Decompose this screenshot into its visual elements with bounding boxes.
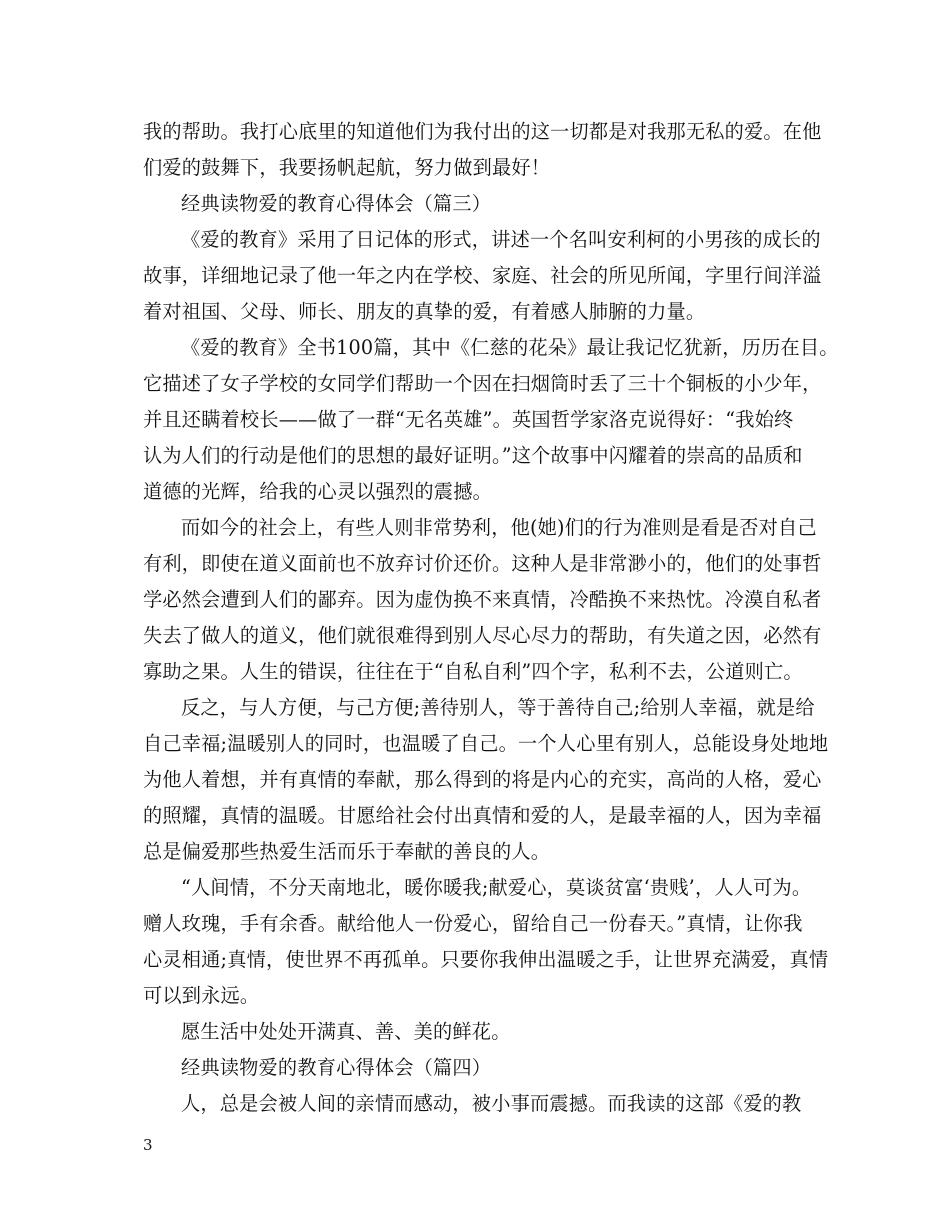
text-line: 人，总是会被人间的亲情而感动，被小事而震撼。而我读的这部《爱的教 xyxy=(181,1092,802,1115)
text-line: 故事，详细地记录了他一年之内在学校、家庭、社会的所见所闻，字里行间洋溢 xyxy=(143,264,822,287)
text-line: 为他人着想，并有真情的奉献，那么得到的将是内心的充实，高尚的人格，爱心 xyxy=(143,768,822,791)
text-line: 失去了做人的道义，他们就很难得到别人尽心尽力的帮助，有失道之因，必然有 xyxy=(143,624,822,647)
text-line: 总是偏爱那些热爱生活而乐于奉献的善良的人。 xyxy=(143,840,551,863)
text-line: 有利，即使在道义面前也不放弃讨价还价。这种人是非常渺小的，他们的处事哲 xyxy=(143,552,822,575)
text-line: 道德的光辉，给我的心灵以强烈的震撼。 xyxy=(143,480,492,503)
text-line: 而如今的社会上，有些人则非常势利，他(她)们的行为准则是看是否对自己 xyxy=(181,516,817,539)
text-line: 《爱的教育》全书100篇，其中《仁慈的花朵》最让我记忆犹新，历历在目。 xyxy=(181,336,839,359)
text-line: 的照耀，真情的温暖。甘愿给社会付出真情和爱的人，是最幸福的人，因为幸福 xyxy=(143,804,822,827)
text-line: 自己幸福;温暖别人的同时，也温暖了自己。一个人心里有别人，总能设身处地地 xyxy=(143,732,829,755)
text-line: “人间情，不分天南地北，暖你暖我;献爱心，莫谈贫富‘贵贱’，人人可为。 xyxy=(181,876,812,899)
text-line: 寡助之果。人生的错误，往往在于“自私自利”四个字，私利不去，公道则亡。 xyxy=(143,660,803,683)
page-body xyxy=(143,114,839,1122)
section-heading: 经典读物爱的教育心得体会（篇四） xyxy=(181,1056,492,1079)
text-line: 学必然会遭到人们的鄙弃。因为虚伪换不来真情，冷酷换不来热忱。冷漠自私者 xyxy=(143,588,822,611)
page-number: 3 xyxy=(143,1136,153,1154)
text-line: 们爱的鼓舞下，我要扬帆起航，努力做到最好！ xyxy=(143,156,551,179)
text-line: 赠人玫瑰，手有余香。献给他人一份爱心，留给自己一份春天。”真情，让你我 xyxy=(143,912,803,935)
text-line: 认为人们的行动是他们的思想的最好证明。”这个故事中闪耀着的崇高的品质和 xyxy=(143,444,803,467)
text-line: 着对祖国、父母、师长、朋友的真挚的爱，有着感人肺腑的力量。 xyxy=(143,300,706,323)
text-line: 心灵相通;真情，使世界不再孤单。只要你我伸出温暖之手，让世界充满爱，真情 xyxy=(143,948,829,971)
text-line: 我的帮助。我打心底里的知道他们为我付出的这一切都是对我那无私的爱。在他 xyxy=(143,120,822,143)
text-line: 它描述了女子学校的女同学们帮助一个因在扫烟筒时丢了三十个铜板的小少年， xyxy=(143,372,822,395)
text-line: 可以到永远。 xyxy=(143,984,260,1007)
text-line: 愿生活中处处开满真、善、美的鲜花。 xyxy=(181,1020,511,1043)
text-line: 并且还瞒着校长——做了一群“无名英雄”。英国哲学家洛克说得好：“我始终 xyxy=(143,408,794,431)
text-line: 《爱的教育》采用了日记体的形式，讲述一个名叫安利柯的小男孩的成长的 xyxy=(181,228,821,251)
section-heading: 经典读物爱的教育心得体会（篇三） xyxy=(181,192,492,215)
text-line: 反之，与人方便，与己方便;善待别人，等于善待自己;给别人幸福，就是给 xyxy=(181,696,815,719)
